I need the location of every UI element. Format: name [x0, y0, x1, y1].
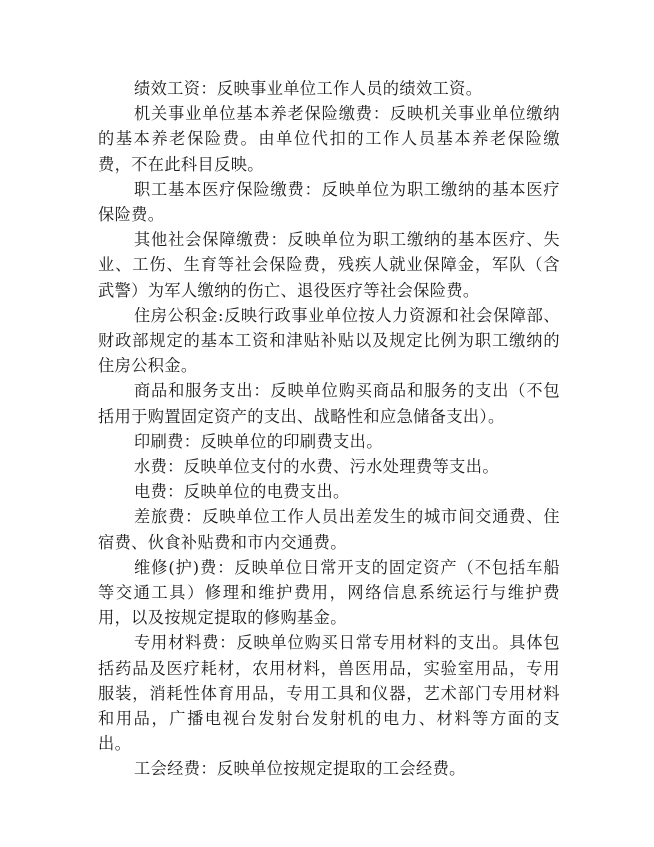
paragraph-travel-expense: 差旅费：反映单位工作人员出差发生的城市间交通费、住宿费、伙食补贴费和市内交通费。 [98, 507, 560, 552]
paragraph-electricity-fee: 电费：反映单位的电费支出。 [134, 482, 350, 502]
paragraph-medical-insurance: 职工基本医疗保险缴费：反映单位为职工缴纳的基本医疗保险费。 [98, 179, 560, 225]
paragraph-printing-fee: 印刷费：反映单位的印刷费支出。 [134, 431, 383, 451]
paragraph-special-materials: 专用材料费：反映单位购买日常专用材料的支出。具体包括药品及医疗耗材，农用材料，兽医用品，实验室用品，专用服装，消耗性体育用品，专用工具和仪器，艺术部门专用材料和用品，广播电视台发射台发射机的电力、材料等方面的支出。 [98, 633, 560, 754]
paragraph-other-social-security: 其他社会保障缴费：反映单位为职工缴纳的基本医疗、失业、工伤、生育等社会保险费，残疾人就业保障金，军队（含武警）为军人缴纳的伤亡、退役医疗等社会保险费。 [98, 230, 560, 300]
paragraph-housing-fund: 住房公积金:反映行政事业单位按人力资源和社会保障部、财政部规定的基本工资和津贴补贴以及规定比例为职工缴纳的住房公积金。 [98, 305, 560, 376]
paragraph-maintenance-fee: 维修(护)费：反映单位日常开支的固定资产（不包括车船等交通工具）修理和维护费用，网络信息系统运行与维护费用，以及按规定提取的修购基金。 [98, 557, 560, 628]
paragraph-water-fee: 水费：反映单位支付的水费、污水处理费等支出。 [134, 457, 499, 477]
paragraph-pension-insurance: 机关事业单位基本养老保险缴费：反映机关事业单位缴纳的基本养老保险费。由单位代扣的工作人员基本养老保险缴费，不在此科目反映。 [98, 104, 560, 174]
paragraph-union-fund: 工会经费：反映单位按规定提取的工会经费。 [134, 759, 466, 779]
paragraph-goods-and-services: 商品和服务支出：反映单位购买商品和服务的支出（不包括用于购置固定资产的支出、战略性和应急储备支出）。 [98, 381, 560, 426]
paragraph-performance-pay: 绩效工资：反映事业单位工作人员的绩效工资。 [134, 79, 483, 98]
document-page [98, 76, 560, 782]
